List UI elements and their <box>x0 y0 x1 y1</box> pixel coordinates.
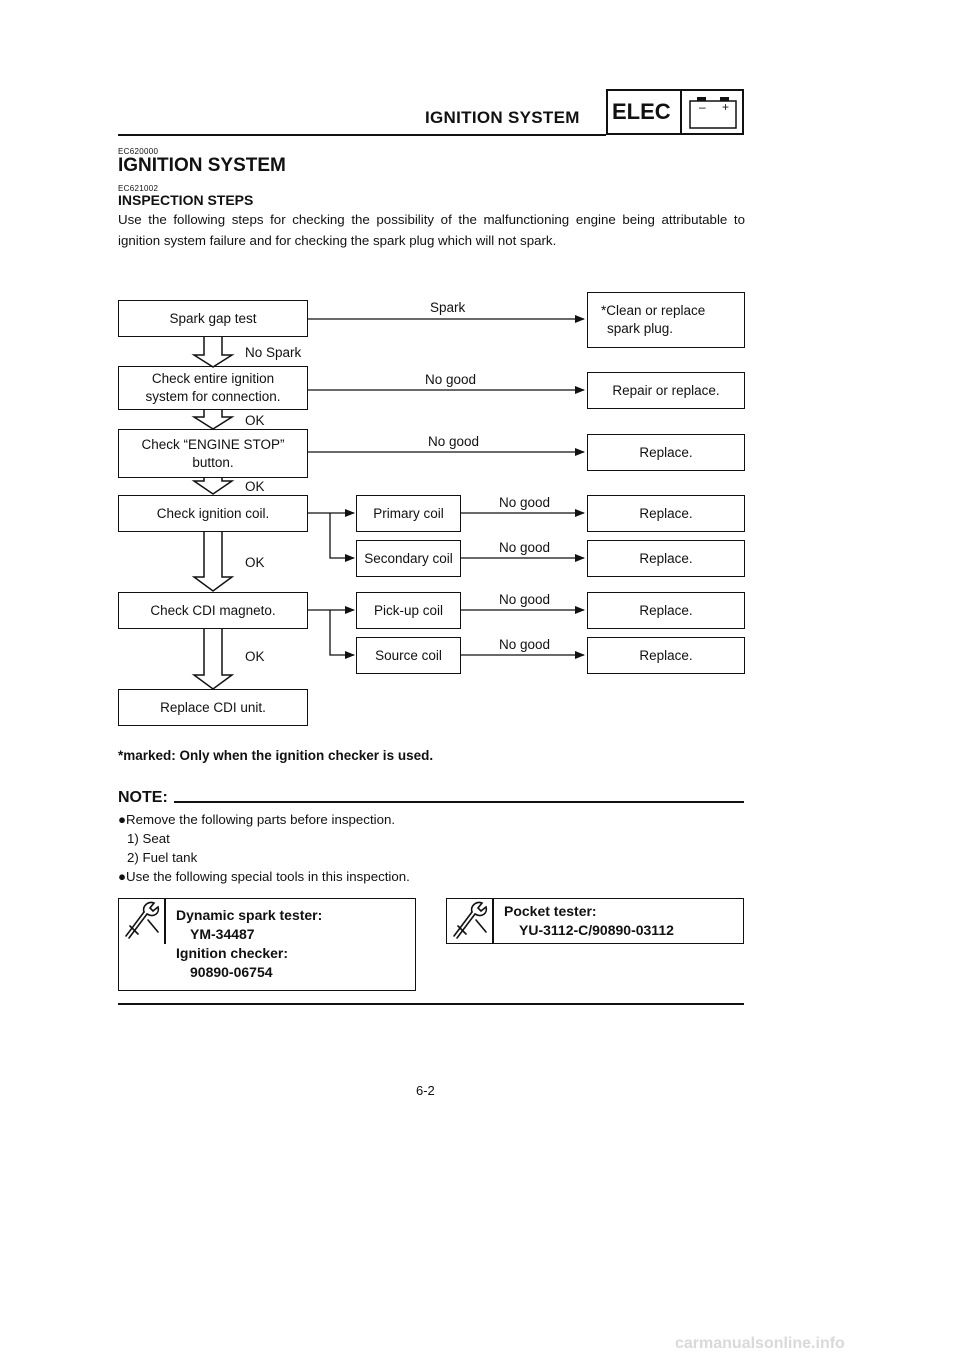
coil-source-label: Source coil <box>375 647 442 663</box>
result-replace-secondary <box>587 540 745 577</box>
coil-pickup-label: Pick-up coil <box>373 602 444 618</box>
label-ok: OK <box>245 413 265 428</box>
page-title: IGNITION SYSTEM <box>118 155 286 176</box>
step-check-ignition-coil <box>118 495 308 532</box>
section-badge: ELEC <box>612 99 671 124</box>
result-replace-label: Replace. <box>639 647 693 663</box>
list-item: 2) Fuel tank <box>127 850 198 865</box>
label-no-good: No good <box>425 372 477 387</box>
coil-secondary-label: Secondary coil <box>364 550 453 566</box>
step-check-ignition-coil-label: Check ignition coil. <box>156 505 270 521</box>
bottom-rule <box>118 1003 744 1005</box>
note-rule <box>174 801 744 803</box>
result-replace-label: Replace. <box>639 444 693 460</box>
step-check-connection-line2: system for connection. <box>145 389 281 404</box>
label-spark: Spark <box>430 300 466 315</box>
step-spark-gap-test-label: Spark gap test <box>169 310 257 326</box>
label-no-good: No good <box>499 592 551 607</box>
bullet-icon: ● <box>118 812 127 827</box>
subsection-title: INSPECTION STEPS <box>118 192 254 208</box>
step-spark-gap-test <box>118 300 308 337</box>
label-ok: OK <box>245 555 265 570</box>
coil-primary-label: Primary coil <box>373 505 444 521</box>
note-label: NOTE: <box>118 789 168 806</box>
label-no-good: No good <box>499 540 551 555</box>
battery-minus: – <box>699 100 706 114</box>
list-item: ●Use the following special tools in this inspection. <box>118 869 410 884</box>
battery-plus: + <box>722 100 730 114</box>
step-check-connection-line1: Check entire ignition <box>151 371 275 386</box>
label-ok: OK <box>245 649 265 664</box>
watermark: carmanualsonline.info <box>675 1335 845 1352</box>
note-list <box>118 810 410 886</box>
tool-pocket-tester-code: YU-3112-C/90890-03112 <box>519 922 674 938</box>
step-check-engine-stop-line2: button. <box>192 454 234 470</box>
coil-source <box>356 637 461 674</box>
tool-spark-tester-code: YM-34487 <box>190 926 255 942</box>
step-check-engine-stop-line1: Check “ENGINE STOP” <box>141 436 285 452</box>
label-no-good: No good <box>499 637 551 652</box>
step-check-cdi-magneto-label: Check CDI magneto. <box>150 602 276 618</box>
bullet-icon: ● <box>118 869 127 884</box>
section-code: EC620000 <box>118 147 159 156</box>
tool-ignition-checker-code: 90890-06754 <box>190 964 273 980</box>
list-item: 1) Seat <box>127 831 170 846</box>
header-title: IGNITION SYSTEM <box>425 108 580 127</box>
step-check-engine-stop <box>118 429 308 478</box>
intro-paragraph: Use the following steps for checking the possibility of the malfunctioning engine being attributable to ignition system failure and for checking the spark plug which will not spark. <box>118 212 745 248</box>
page-number: 6-2 <box>416 1083 435 1098</box>
result-clean-replace-line2: spark plug. <box>607 321 674 336</box>
label-no-good: No good <box>499 495 551 510</box>
label-no-good: No good <box>428 434 480 449</box>
result-replace-stop <box>587 434 745 471</box>
step-replace-cdi-unit-label: Replace CDI unit. <box>160 699 266 715</box>
subsection-code: EC621002 <box>118 184 159 193</box>
step-replace-cdi-unit <box>118 689 308 726</box>
footnote: *marked: Only when the ignition checker is used. <box>118 748 434 763</box>
label-ok: OK <box>245 479 265 494</box>
coil-pickup <box>356 592 461 629</box>
list-item: ●Remove the following parts before inspection. <box>118 812 396 827</box>
tool-spark-tester-name: Dynamic spark tester: <box>176 907 323 923</box>
special-tool-icon <box>446 898 493 944</box>
special-tool-icon <box>118 898 165 944</box>
step-check-cdi-magneto <box>118 592 308 629</box>
result-repair-replace <box>587 372 745 409</box>
result-replace-pickup <box>587 592 745 629</box>
coil-primary <box>356 495 461 532</box>
result-clean-replace <box>587 292 745 348</box>
result-replace-label: Replace. <box>639 602 693 618</box>
result-replace-label: Replace. <box>639 505 693 521</box>
label-no-spark: No Spark <box>245 345 302 360</box>
result-replace-label: Replace. <box>639 550 693 566</box>
result-repair-replace-label: Repair or replace. <box>612 382 720 398</box>
step-check-connection <box>118 366 308 410</box>
result-replace-primary <box>587 495 745 532</box>
tool-ignition-checker-name: Ignition checker: <box>176 945 289 961</box>
result-replace-source <box>587 637 745 674</box>
result-clean-replace-line1: *Clean or replace <box>601 303 706 318</box>
coil-secondary <box>356 540 461 577</box>
tool-pocket-tester-name: Pocket tester: <box>504 903 597 919</box>
